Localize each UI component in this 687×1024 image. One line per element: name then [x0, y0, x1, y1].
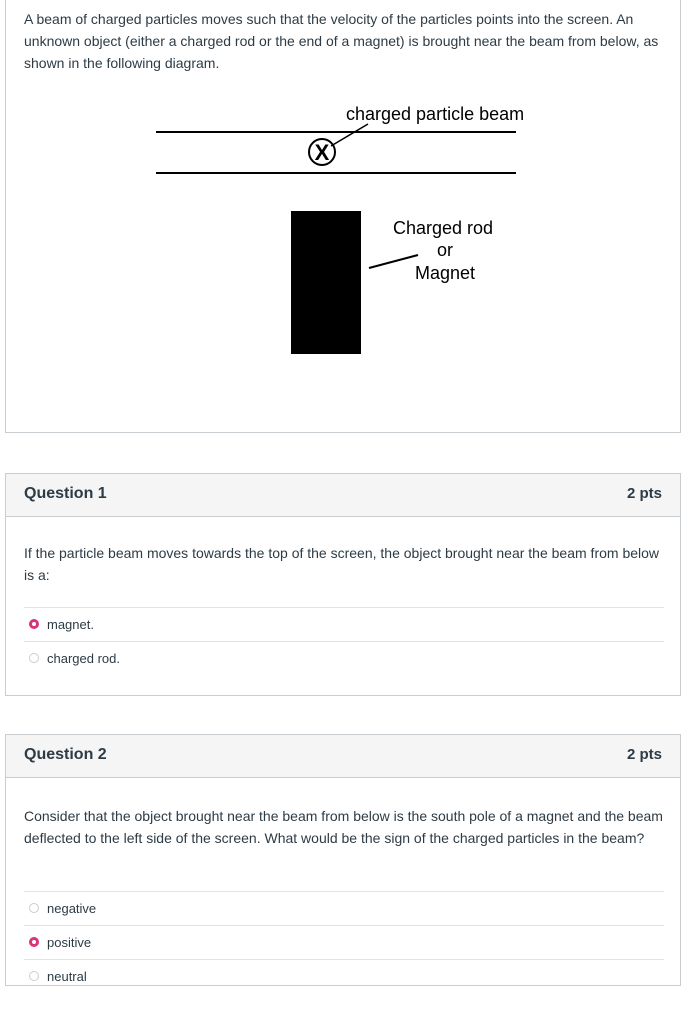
radio-icon[interactable]: [29, 971, 39, 981]
intro-panel: [5, 0, 681, 433]
into-page-x: X: [314, 140, 330, 165]
question-title: Question 1: [24, 485, 107, 502]
radio-selected-icon[interactable]: [29, 619, 39, 629]
question-points: 2 pts: [626, 485, 662, 502]
answer-option[interactable]: [24, 891, 664, 925]
radio-selected-icon[interactable]: [29, 937, 39, 947]
radio-icon[interactable]: [29, 903, 39, 913]
question-text: If the particle beam moves towards the top of the screen, the object brought near the beam from below is a:: [24, 545, 660, 583]
answer-label: neutral: [47, 969, 87, 984]
answer-list: [24, 607, 664, 675]
unknown-object: [291, 211, 361, 354]
answer-label: charged rod.: [47, 651, 120, 666]
object-label-leader: [369, 255, 418, 268]
intro-text: A beam of charged particles moves such that the velocity of the particles points into the screen. An unknown object (either a charged rod or the end of a magnet) is brought near the beam from below, as shown in the following diagram.: [24, 11, 659, 71]
question-header: [6, 735, 680, 778]
question-1-panel: [5, 473, 681, 696]
answer-label: negative: [47, 901, 97, 916]
question-points: 2 pts: [626, 746, 662, 763]
beam-diagram: [6, 0, 682, 430]
answer-option[interactable]: [24, 925, 664, 959]
question-header: [6, 474, 680, 517]
answer-list: [24, 891, 664, 993]
question-text: Consider that the object brought near the beam from below is the south pole of a magnet and the beam deflected to the left side of the screen. What would be the sign of the charged particles in the beam?: [24, 808, 663, 846]
object-label-line2: or: [436, 240, 454, 260]
answer-option[interactable]: [24, 959, 664, 993]
answer-label: magnet.: [47, 617, 94, 632]
beam-label-leader: [331, 124, 368, 146]
question-title: Question 2: [24, 746, 107, 763]
answer-option[interactable]: [24, 641, 664, 675]
answer-option[interactable]: [24, 607, 664, 641]
answer-label: positive: [47, 935, 92, 950]
beam-label: charged particle beam: [346, 104, 525, 124]
object-label-line3: Magnet: [414, 263, 476, 283]
radio-icon[interactable]: [29, 653, 39, 663]
question-2-panel: [5, 734, 681, 986]
object-label-line1: Charged rod: [392, 218, 494, 238]
